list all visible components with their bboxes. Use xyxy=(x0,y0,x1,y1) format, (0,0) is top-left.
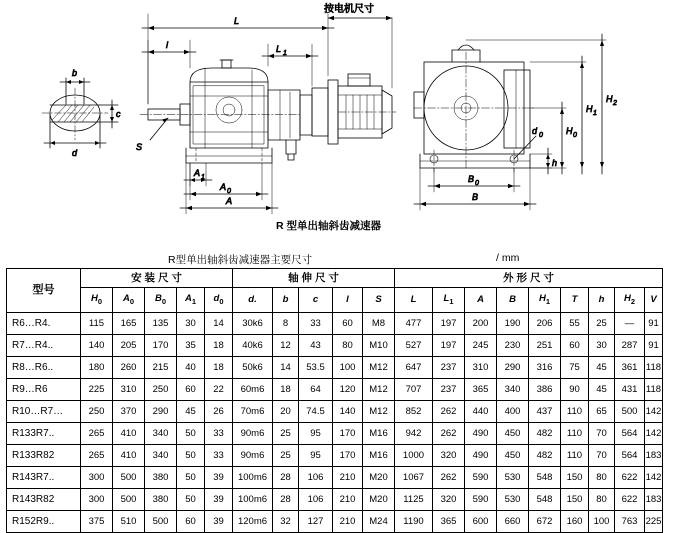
group-header-overall: 外 形 尺 寸 xyxy=(395,269,663,288)
cell-L1: 197 xyxy=(433,312,465,334)
cell-A1: 35 xyxy=(177,334,205,356)
cell-h: 45 xyxy=(589,378,615,400)
cell-T: 110 xyxy=(561,422,589,444)
cell-d0: 33 xyxy=(205,444,233,466)
cell-d: 50k6 xyxy=(233,356,273,378)
cell-h: 80 xyxy=(589,488,615,510)
svg-text:2: 2 xyxy=(613,100,617,107)
cell-A0: 510 xyxy=(113,510,145,532)
cell-A1: 50 xyxy=(177,422,205,444)
cell-B0: 215 xyxy=(145,356,177,378)
cell-V: 142 xyxy=(645,400,663,422)
cell-d0: 18 xyxy=(205,356,233,378)
cell-model: R143R7.. xyxy=(7,466,81,488)
svg-text:c: c xyxy=(116,109,121,119)
cell-h: 45 xyxy=(589,356,615,378)
table-body xyxy=(7,312,663,532)
spec-table xyxy=(6,268,663,533)
cell-H1: 672 xyxy=(529,510,561,532)
cell-S: M20 xyxy=(363,488,395,510)
cell-L1: 262 xyxy=(433,422,465,444)
svg-text:0: 0 xyxy=(227,188,231,195)
cell-c: 106 xyxy=(299,488,333,510)
cell-A: 310 xyxy=(465,356,497,378)
cell-d0: 18 xyxy=(205,334,233,356)
cell-L: 1067 xyxy=(395,466,433,488)
cell-l: 60 xyxy=(333,312,363,334)
cell-B0: 135 xyxy=(145,312,177,334)
cell-d0: 22 xyxy=(205,378,233,400)
cell-B0: 380 xyxy=(145,488,177,510)
front-view xyxy=(136,2,396,214)
cell-L1: 237 xyxy=(433,378,465,400)
column-header-h: h xyxy=(589,288,615,313)
cell-V: 183 xyxy=(645,444,663,466)
cell-b: 28 xyxy=(273,488,299,510)
table-title: R型单出轴斜齿减速器主要尺寸 xyxy=(168,254,313,266)
cell-b: 28 xyxy=(273,466,299,488)
cell-A: 200 xyxy=(465,312,497,334)
cell-S: M20 xyxy=(363,466,395,488)
cell-T: 150 xyxy=(561,466,589,488)
cell-model: R6…R4. xyxy=(7,312,81,334)
cell-A1: 60 xyxy=(177,510,205,532)
svg-text:B: B xyxy=(468,174,475,184)
cell-B0: 290 xyxy=(145,400,177,422)
cell-l: 170 xyxy=(333,422,363,444)
cell-B: 400 xyxy=(497,400,529,422)
cell-d0: 14 xyxy=(205,312,233,334)
cell-l: 80 xyxy=(333,334,363,356)
cell-d0: 39 xyxy=(205,466,233,488)
cell-L1: 320 xyxy=(433,488,465,510)
cell-B: 530 xyxy=(497,488,529,510)
cell-l: 120 xyxy=(333,378,363,400)
svg-text:0: 0 xyxy=(573,132,577,139)
column-header-B: B xyxy=(497,288,529,313)
cell-H2: 763 xyxy=(615,510,645,532)
cell-b: 18 xyxy=(273,378,299,400)
cell-H2: 287 xyxy=(615,334,645,356)
cell-model: R9…R6 xyxy=(7,378,81,400)
cell-c: 43 xyxy=(299,334,333,356)
cell-A0: 500 xyxy=(113,466,145,488)
cell-T: 150 xyxy=(561,488,589,510)
cell-S: M16 xyxy=(363,444,395,466)
cell-T: 75 xyxy=(561,356,589,378)
table-row xyxy=(7,510,663,532)
cell-d: 90m6 xyxy=(233,444,273,466)
technical-drawing xyxy=(0,0,695,240)
cell-A1: 45 xyxy=(177,400,205,422)
cell-d: 120m6 xyxy=(233,510,273,532)
cell-V: 118 xyxy=(645,356,663,378)
cell-T: 55 xyxy=(561,312,589,334)
table-unit: / mm xyxy=(496,252,520,264)
svg-text:b: b xyxy=(72,68,78,78)
cell-d0: 39 xyxy=(205,510,233,532)
cell-H0: 180 xyxy=(81,356,113,378)
cell-T: 110 xyxy=(561,444,589,466)
svg-text:A: A xyxy=(194,168,201,178)
column-header-B0: $B_0$ xyxy=(145,288,177,313)
cell-model: R143R82 xyxy=(7,488,81,510)
cell-A0: 410 xyxy=(113,444,145,466)
cell-H0: 300 xyxy=(81,466,113,488)
table-group-header-row xyxy=(7,269,663,288)
cell-d0: 39 xyxy=(205,488,233,510)
cell-A: 490 xyxy=(465,444,497,466)
cell-A0: 310 xyxy=(113,378,145,400)
cell-L1: 197 xyxy=(433,334,465,356)
cell-H0: 300 xyxy=(81,488,113,510)
cell-d: 100m6 xyxy=(233,488,273,510)
cell-L: 527 xyxy=(395,334,433,356)
cell-L: 707 xyxy=(395,378,433,400)
cell-B: 660 xyxy=(497,510,529,532)
column-header-b: b xyxy=(273,288,299,313)
cell-A: 440 xyxy=(465,400,497,422)
cell-H2: 622 xyxy=(615,466,645,488)
svg-text:0: 0 xyxy=(539,132,543,139)
cell-b: 25 xyxy=(273,444,299,466)
cell-V: 118 xyxy=(645,378,663,400)
cell-A1: 30 xyxy=(177,312,205,334)
column-header-d: d. xyxy=(233,288,273,313)
cell-A0: 410 xyxy=(113,422,145,444)
cell-c: 74.5 xyxy=(299,400,333,422)
cell-A: 365 xyxy=(465,378,497,400)
cell-L: 942 xyxy=(395,422,433,444)
column-header-A0: $A_0$ xyxy=(113,288,145,313)
cell-L1: 365 xyxy=(433,510,465,532)
column-header-A: A xyxy=(465,288,497,313)
cell-l: 210 xyxy=(333,466,363,488)
cell-S: M16 xyxy=(363,422,395,444)
cell-model: R133R82 xyxy=(7,444,81,466)
cell-A0: 205 xyxy=(113,334,145,356)
table-row xyxy=(7,378,663,400)
cell-d0: 33 xyxy=(205,422,233,444)
cell-d: 100m6 xyxy=(233,466,273,488)
cell-S: M24 xyxy=(363,510,395,532)
cell-V: 183 xyxy=(645,488,663,510)
cell-B0: 500 xyxy=(145,510,177,532)
cell-d: 30k6 xyxy=(233,312,273,334)
cell-B: 190 xyxy=(497,312,529,334)
cell-H0: 265 xyxy=(81,422,113,444)
cell-d: 90m6 xyxy=(233,422,273,444)
cell-B0: 340 xyxy=(145,444,177,466)
cell-d: 40k6 xyxy=(233,334,273,356)
cell-h: 70 xyxy=(589,422,615,444)
cell-L1: 237 xyxy=(433,356,465,378)
cell-L: 477 xyxy=(395,312,433,334)
cell-c: 127 xyxy=(299,510,333,532)
cell-V: 142 xyxy=(645,422,663,444)
column-header-A1: $A_1$ xyxy=(177,288,205,313)
end-view xyxy=(414,34,617,210)
column-header-L1: $L_1$ xyxy=(433,288,465,313)
cell-H2: — xyxy=(615,312,645,334)
cell-B: 340 xyxy=(497,378,529,400)
cell-b: 25 xyxy=(273,422,299,444)
cell-H1: 251 xyxy=(529,334,561,356)
figure-caption: R 型单出轴斜齿减速器 xyxy=(276,220,381,232)
svg-text:按电机尺寸: 按电机尺寸 xyxy=(324,4,374,15)
cell-b: 8 xyxy=(273,312,299,334)
svg-text:L: L xyxy=(276,44,282,54)
cell-L: 1000 xyxy=(395,444,433,466)
cell-l: 210 xyxy=(333,510,363,532)
cell-model: R8…R6.. xyxy=(7,356,81,378)
cell-A1: 60 xyxy=(177,378,205,400)
cell-H1: 386 xyxy=(529,378,561,400)
cell-b: 20 xyxy=(273,400,299,422)
cell-model: R10…R7… xyxy=(7,400,81,422)
column-header-S: S xyxy=(363,288,395,313)
cell-H2: 564 xyxy=(615,444,645,466)
cell-V: 91 xyxy=(645,334,663,356)
cell-V: 142 xyxy=(645,466,663,488)
cell-A: 590 xyxy=(465,466,497,488)
cell-H1: 437 xyxy=(529,400,561,422)
cell-model: R133R7.. xyxy=(7,422,81,444)
cell-d0: 26 xyxy=(205,400,233,422)
group-header-mounting: 安 装 尺 寸 xyxy=(81,269,233,288)
cell-B: 290 xyxy=(497,356,529,378)
cell-T: 110 xyxy=(561,400,589,422)
column-header-V: V xyxy=(645,288,663,313)
column-header-H1: $H_1$ xyxy=(529,288,561,313)
cell-H1: 548 xyxy=(529,488,561,510)
svg-text:B: B xyxy=(472,192,479,202)
table-row xyxy=(7,422,663,444)
svg-text:L: L xyxy=(234,16,240,26)
cell-h: 30 xyxy=(589,334,615,356)
cell-l: 140 xyxy=(333,400,363,422)
cell-V: 91 xyxy=(645,312,663,334)
cell-S: M10 xyxy=(363,334,395,356)
cell-L1: 320 xyxy=(433,444,465,466)
table-row xyxy=(7,312,663,334)
cell-d: 70m6 xyxy=(233,400,273,422)
cell-S: M8 xyxy=(363,312,395,334)
cell-H0: 375 xyxy=(81,510,113,532)
cell-c: 64 xyxy=(299,378,333,400)
cell-H1: 482 xyxy=(529,444,561,466)
cell-T: 60 xyxy=(561,334,589,356)
cell-H2: 622 xyxy=(615,488,645,510)
cell-A: 490 xyxy=(465,422,497,444)
cell-h: 80 xyxy=(589,466,615,488)
cell-L1: 262 xyxy=(433,466,465,488)
cell-L: 852 xyxy=(395,400,433,422)
column-header-T: T xyxy=(561,288,589,313)
column-header-L: L xyxy=(395,288,433,313)
table-row xyxy=(7,400,663,422)
svg-text:h: h xyxy=(552,158,558,168)
column-header-d0: $d_0$ xyxy=(205,288,233,313)
cell-H2: 431 xyxy=(615,378,645,400)
cell-L: 647 xyxy=(395,356,433,378)
svg-text:A: A xyxy=(220,182,227,192)
table-row xyxy=(7,356,663,378)
cell-H0: 225 xyxy=(81,378,113,400)
cell-S: M12 xyxy=(363,378,395,400)
cell-H0: 140 xyxy=(81,334,113,356)
cell-B0: 380 xyxy=(145,466,177,488)
cell-H1: 482 xyxy=(529,422,561,444)
column-header-c: c xyxy=(299,288,333,313)
cell-A: 245 xyxy=(465,334,497,356)
cell-h: 70 xyxy=(589,444,615,466)
cell-S: M12 xyxy=(363,400,395,422)
cell-H1: 548 xyxy=(529,466,561,488)
cell-B0: 250 xyxy=(145,378,177,400)
svg-text:A: A xyxy=(226,196,233,206)
cell-H2: 361 xyxy=(615,356,645,378)
cell-b: 32 xyxy=(273,510,299,532)
cell-B: 530 xyxy=(497,466,529,488)
cell-h: 25 xyxy=(589,312,615,334)
cell-H0: 250 xyxy=(81,400,113,422)
cell-H2: 564 xyxy=(615,422,645,444)
cell-B0: 340 xyxy=(145,422,177,444)
cell-A0: 500 xyxy=(113,488,145,510)
cell-B: 450 xyxy=(497,444,529,466)
cell-A1: 50 xyxy=(177,466,205,488)
cell-A1: 50 xyxy=(177,488,205,510)
cell-A0: 165 xyxy=(113,312,145,334)
table-column-header-row xyxy=(7,288,663,313)
table-row xyxy=(7,466,663,488)
svg-text:1: 1 xyxy=(201,174,205,181)
cell-H1: 206 xyxy=(529,312,561,334)
cell-h: 100 xyxy=(589,510,615,532)
svg-text:0: 0 xyxy=(475,180,479,187)
cell-c: 106 xyxy=(299,466,333,488)
cell-T: 90 xyxy=(561,378,589,400)
cell-H1: 316 xyxy=(529,356,561,378)
cell-c: 95 xyxy=(299,444,333,466)
cell-l: 170 xyxy=(333,444,363,466)
svg-text:d: d xyxy=(532,126,538,136)
cell-b: 12 xyxy=(273,334,299,356)
cell-A0: 260 xyxy=(113,356,145,378)
cell-model: R152R9.. xyxy=(7,510,81,532)
cell-l: 210 xyxy=(333,488,363,510)
cell-H0: 115 xyxy=(81,312,113,334)
column-header-H2: $H_2$ xyxy=(615,288,645,313)
svg-text:S: S xyxy=(136,142,143,152)
cell-L: 1190 xyxy=(395,510,433,532)
cell-S: M12 xyxy=(363,356,395,378)
cell-h: 65 xyxy=(589,400,615,422)
cell-A: 590 xyxy=(465,488,497,510)
cell-T: 160 xyxy=(561,510,589,532)
cell-l: 100 xyxy=(333,356,363,378)
column-header-H0: $H_0$ xyxy=(81,288,113,313)
cell-B0: 170 xyxy=(145,334,177,356)
cell-c: 33 xyxy=(299,312,333,334)
svg-text:H: H xyxy=(566,126,573,136)
cell-H0: 265 xyxy=(81,444,113,466)
cell-H2: 500 xyxy=(615,400,645,422)
cell-A1: 50 xyxy=(177,444,205,466)
svg-text:d: d xyxy=(72,148,78,158)
table-row xyxy=(7,334,663,356)
group-header-shaft: 轴 伸 尺 寸 xyxy=(233,269,395,288)
cell-L1: 262 xyxy=(433,400,465,422)
cell-model: R7…R4.. xyxy=(7,334,81,356)
svg-text:H: H xyxy=(606,94,613,104)
cell-A: 600 xyxy=(465,510,497,532)
cell-c: 95 xyxy=(299,422,333,444)
cell-L: 1125 xyxy=(395,488,433,510)
svg-text:l: l xyxy=(166,40,168,50)
cell-A1: 40 xyxy=(177,356,205,378)
cell-V: 225 xyxy=(645,510,663,532)
shaft-section-view xyxy=(42,68,121,158)
column-header-model: 型号 xyxy=(7,269,81,313)
svg-text:1: 1 xyxy=(283,50,287,57)
cell-B: 230 xyxy=(497,334,529,356)
cell-B: 450 xyxy=(497,422,529,444)
cell-A0: 370 xyxy=(113,400,145,422)
cell-c: 53.5 xyxy=(299,356,333,378)
svg-text:H: H xyxy=(586,104,593,114)
table-row xyxy=(7,488,663,510)
svg-text:1: 1 xyxy=(593,110,597,117)
cell-d: 60m6 xyxy=(233,378,273,400)
cell-b: 14 xyxy=(273,356,299,378)
table-row xyxy=(7,444,663,466)
column-header-l: l xyxy=(333,288,363,313)
